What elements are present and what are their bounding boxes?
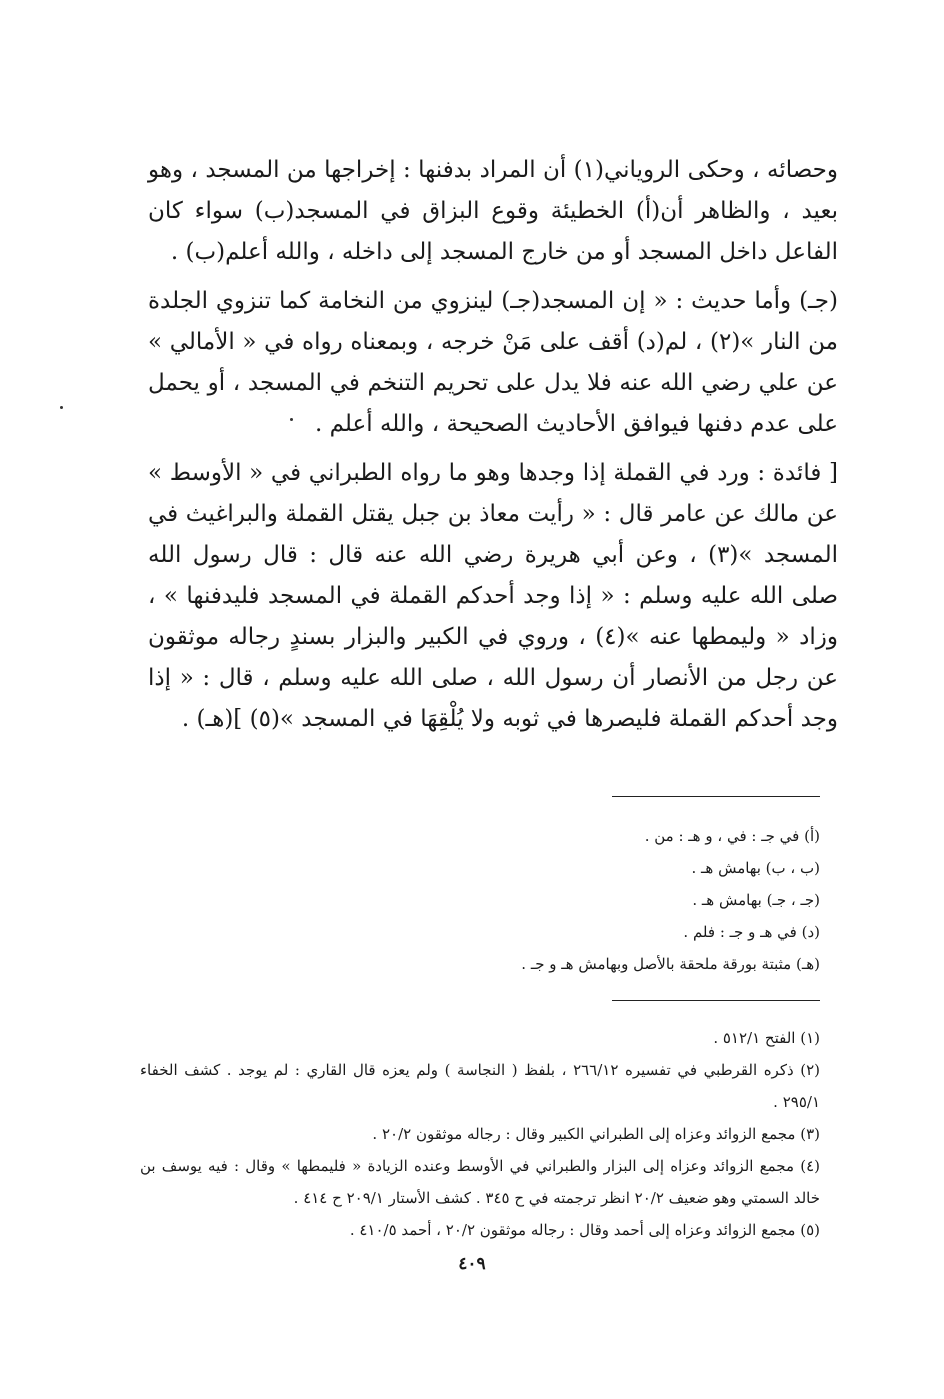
source-note: (١) الفتح ٥١٢/١ . — [713, 1029, 820, 1047]
variant-note: (هـ) مثبتة بورقة ملحقة بالأصل وبهامش هـ و جـ . — [521, 955, 820, 973]
variant-note: (أ) في جـ : في ، و هـ : من . — [644, 827, 820, 845]
variant-notes-divider — [612, 796, 820, 797]
source-note: (٥) مجمع الزوائد وعزاه إلى أحمد وقال : رجاله موثقون ٢٠/٢ ، أحمد ٤١٠/٥ . — [349, 1221, 820, 1239]
variant-notes — [460, 820, 820, 980]
main-text-body — [148, 150, 838, 748]
source-notes — [140, 1022, 820, 1246]
paragraph-1: وحصائه ، وحكى الروياني(١) أن المراد بدفنها : إخراجها من المسجد ، وهو بعيد ، والظاهر أن(أ) الخطيئة وقوع البزاق في المسجد(ب) سواء كان الفاعل داخل المسجد أو من خارج المسجد إلى داخله ، والله أعلم(ب) . — [148, 157, 838, 265]
variant-note: (ب ، ب) بهامش هـ . — [691, 859, 820, 877]
variant-note: (جـ ، جـ) بهامش هـ . — [692, 891, 820, 909]
source-note: (٢) ذكره القرطبي في تفسيره ٢٦٦/١٢ ، بلفظ ( النجاسة ) ولم يعزه قال القاري : لم يوجد . كشف الخفاء ٢٩٥/١ . — [140, 1061, 820, 1111]
scan-speck — [290, 418, 293, 421]
paragraph-3: [ فائدة : ورد في القملة إذا وجدها وهو ما رواه الطبراني في « الأوسط » عن مالك عن عامر قال : « رأيت معاذ بن جبل يقتل القملة والبراغيث في المسجد »(٣) ، وعن أبي هريرة رضي الله عنه قال : قال رسول الله صلى الله عليه وسلم : « إذا وجد أحدكم القملة في المسجد فليدفنها » ، وزاد « وليمطها عنه »(٤) ، وروي في الكبير والبزار بسندٍ رجاله موثقون عن رجل من الأنصار أن رسول الله ، صلى الله عليه وسلم ، قال : « إذا وجد أحدكم القملة فليصرها في ثوبه ولا يُلْقِهَا في المسجد »(٥) ](هـ) . — [148, 460, 838, 732]
source-notes-divider — [612, 1000, 820, 1001]
variant-note: (د) في هـ و جـ : فلم . — [683, 923, 820, 941]
page-number: ٤٠٩ — [458, 1254, 486, 1274]
paragraph-2: (جـ) وأما حديث : « إن المسجد(جـ) لينزوي من النخامة كما تنزوي الجلدة من النار »(٢) ، لم(د) أقف على مَنْ خرجه ، وبمعناه رواه في « الأمالي » عن علي رضي الله عنه فلا يدل على تحريم التنخم في المسجد ، أو يحمل على عدم دفنها فيوافق الأحاديث الصحيحة ، والله أعلم . — [148, 288, 839, 437]
source-note: (٤) مجمع الزوائد وعزاه إلى البزار والطبراني في الأوسط وعنده الزيادة « فليمطها » وقال : فيه يوسف بن خالد السمتي وهو ضعيف ٢٠/٢ انظر ترجمته في ح ٣٤٥ . كشف الأستار ٢٠٩/١ ح ٤١٤ . — [140, 1157, 820, 1207]
scan-speck — [60, 406, 63, 409]
source-note: (٣) مجمع الزوائد وعزاه إلى الطبراني الكبير وقال : رجاله موثقون ٢٠/٢ . — [372, 1125, 820, 1143]
